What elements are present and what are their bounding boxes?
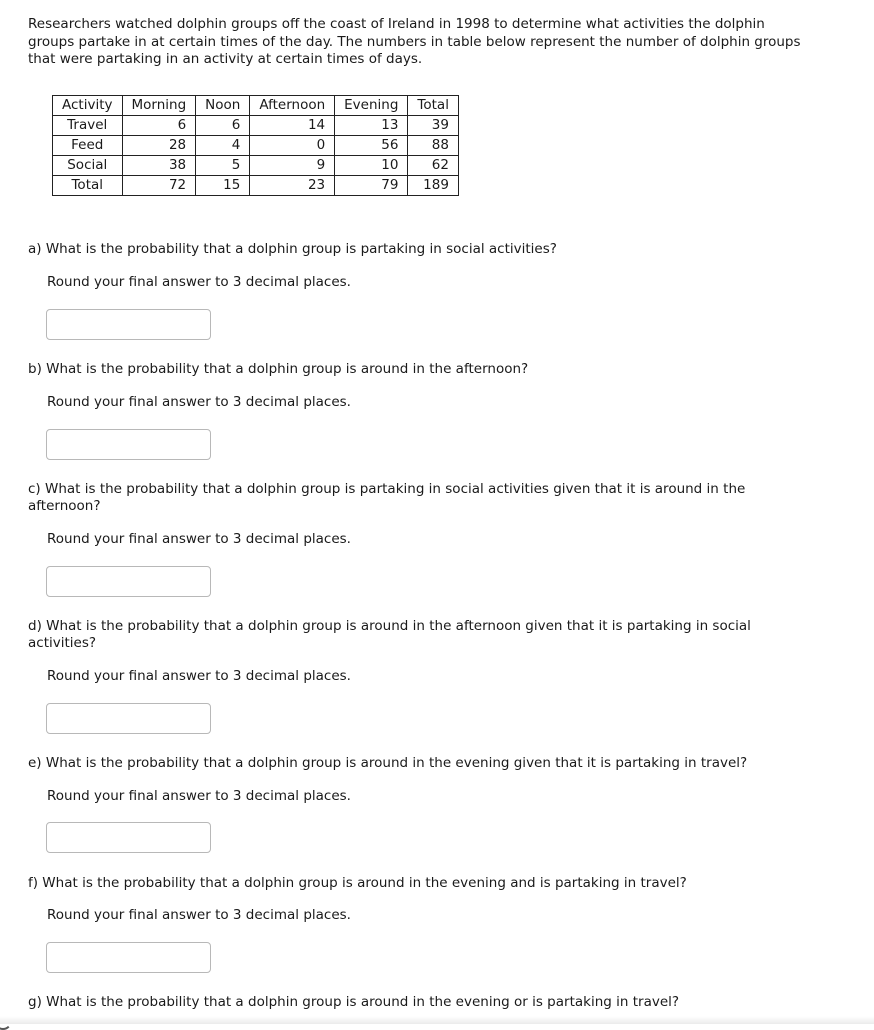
answer-input-f[interactable] (46, 942, 211, 973)
question-g-text: g) What is the probability that a dolphin group is around in the evening or is partaking in travel? (28, 994, 680, 1010)
table-cell: 10 (335, 156, 408, 176)
table-cell: 56 (335, 136, 408, 156)
table-cell: 6 (196, 116, 250, 136)
answer-input-c[interactable] (46, 566, 211, 597)
question-c-instruction: Round your final answer to 3 decimal places. (47, 531, 351, 547)
question-b-text: b) What is the probability that a dolphin group is around in the afternoon? (28, 361, 529, 377)
question-d-text: d) What is the probability that a dolphin group is around in the afternoon given that it is partaking in social activities? (28, 618, 751, 651)
question-a-instruction: Round your final answer to 3 decimal places. (47, 274, 351, 290)
window-corner (0, 1012, 12, 1030)
page-bottom-shadow (0, 1016, 874, 1024)
table-row (53, 136, 459, 156)
table-cell: 9 (250, 156, 335, 176)
answer-input-b[interactable] (46, 429, 211, 460)
answer-input-d[interactable] (46, 703, 211, 734)
question-b-instruction: Round your final answer to 3 decimal places. (47, 394, 351, 410)
table-cell: 15 (196, 176, 250, 196)
question-a-text: a) What is the probability that a dolphin group is partaking in social activities? (28, 241, 557, 257)
row-label: Feed (53, 136, 123, 156)
answer-input-a[interactable] (46, 309, 211, 340)
table-cell: 5 (196, 156, 250, 176)
table-cell: 0 (250, 136, 335, 156)
column-header: Evening (335, 96, 408, 116)
question-f-text: f) What is the probability that a dolphin group is around in the evening and is partaking in travel? (28, 875, 687, 891)
column-header: Afternoon (250, 96, 335, 116)
row-label: Social (53, 156, 123, 176)
table-cell: 14 (250, 116, 335, 136)
column-header: Total (408, 96, 459, 116)
table-cell: 62 (408, 156, 459, 176)
table-cell: 39 (408, 116, 459, 136)
table-cell: 13 (335, 116, 408, 136)
table-cell: 88 (408, 136, 459, 156)
table-cell: 189 (408, 176, 459, 196)
intro-paragraph: Researchers watched dolphin groups off the coast of Ireland in 1998 to determine what activities the dolphin groups partake in at certain times of the day. The numbers in table below represent the number of dolphin groups that were partaking in an activity at certain times of days. (28, 16, 801, 67)
table-row (53, 156, 459, 176)
question-e-text: e) What is the probability that a dolphin group is around in the evening given that it is partaking in travel? (28, 755, 748, 771)
dolphin-activity-table (52, 95, 459, 196)
table-cell: 28 (122, 136, 196, 156)
column-header: Morning (122, 96, 196, 116)
table-row (53, 176, 459, 196)
question-d-instruction: Round your final answer to 3 decimal places. (47, 668, 351, 684)
table-row (53, 116, 459, 136)
question-e-instruction: Round your final answer to 3 decimal places. (47, 788, 351, 804)
table-header-row (53, 96, 459, 116)
table-cell: 79 (335, 176, 408, 196)
table-cell: 23 (250, 176, 335, 196)
column-header: Activity (53, 96, 123, 116)
table-cell: 4 (196, 136, 250, 156)
row-label: Travel (53, 116, 123, 136)
question-c-text: c) What is the probability that a dolphin group is partaking in social activities given that it is around in the afternoon? (28, 481, 746, 514)
table-cell: 72 (122, 176, 196, 196)
question-f-instruction: Round your final answer to 3 decimal places. (47, 907, 351, 923)
row-label: Total (53, 176, 123, 196)
table-cell: 6 (122, 116, 196, 136)
column-header: Noon (196, 96, 250, 116)
table-cell: 38 (122, 156, 196, 176)
answer-input-e[interactable] (46, 822, 211, 853)
